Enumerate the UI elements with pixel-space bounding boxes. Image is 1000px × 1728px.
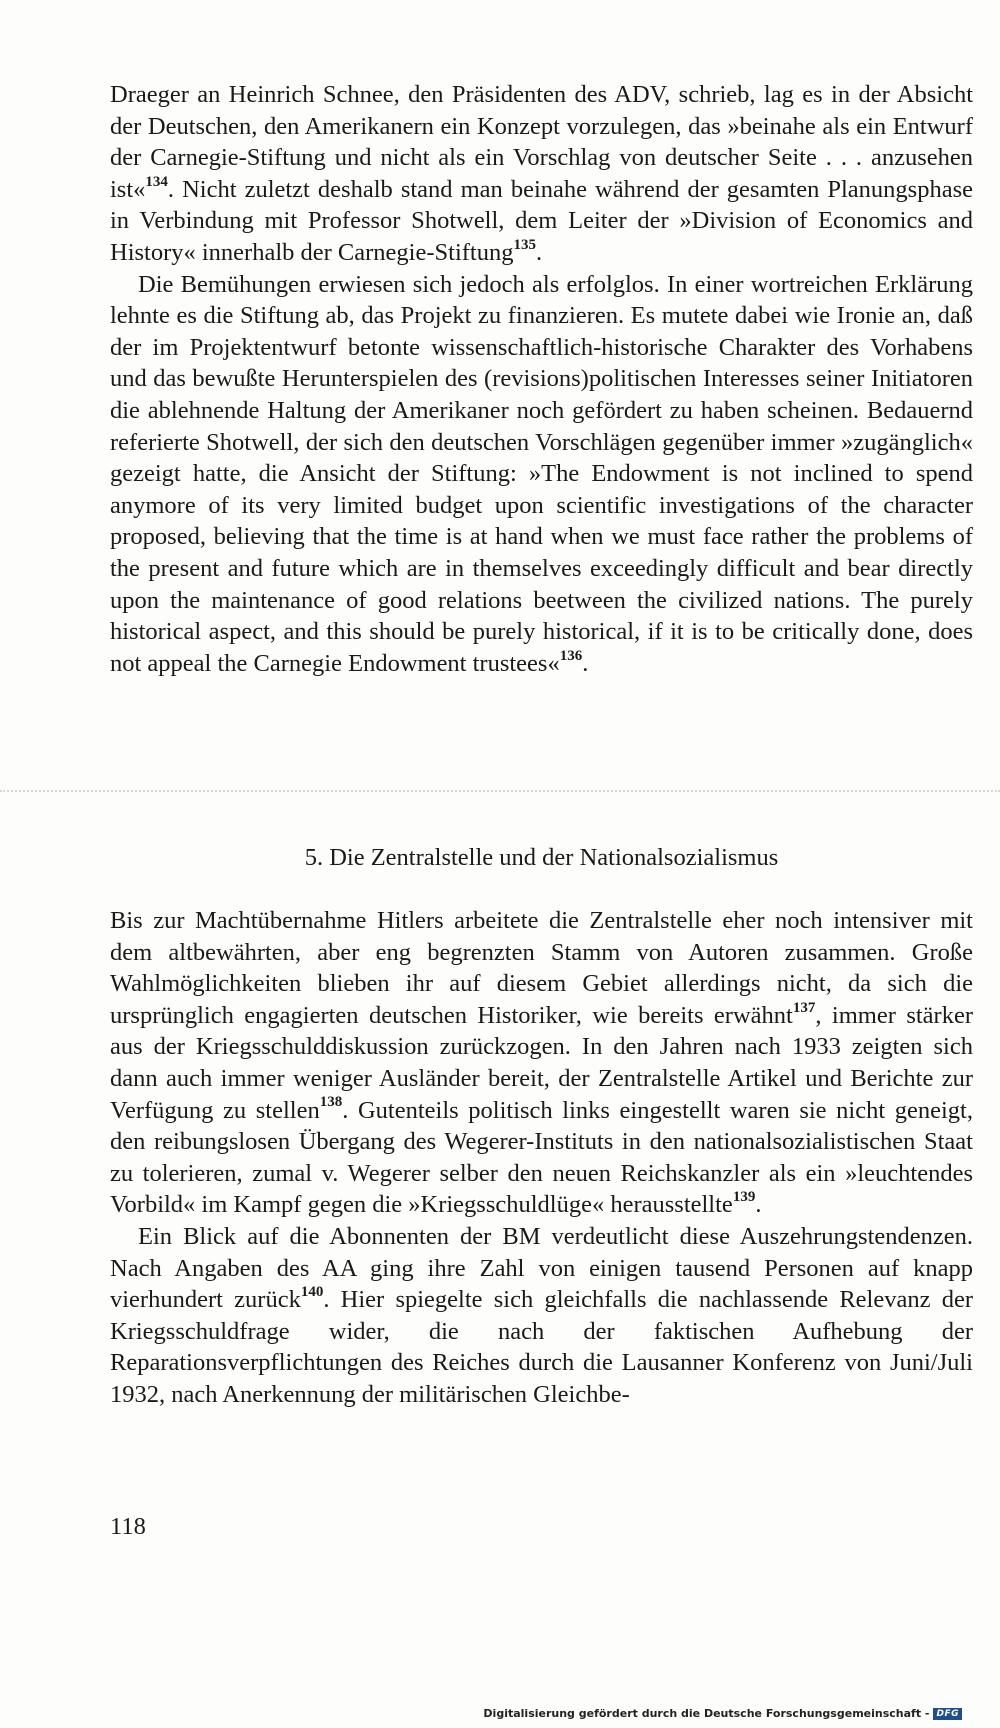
paragraph: Die Bemühungen erwiesen sich jedoch als erfolglos. In einer wortreichen Erklärung lehnte es die Stiftung ab, das Projekt zu finanzieren. Es mutete dabei wie Ironie an, daß der im Projektentwurf betonte wissenschaftlich-historische Charakter des Vorhabens und das bewußte Herunterspielen des (revisions)politischen Interesses seiner Initiatoren die ablehnende Haltung der Amerikaner noch gefördert zu haben scheinen. Bedauernd referierte Shotwell, der sich den deutschen Vorschlägen gegenüber immer »zugänglich« gezeigt hatte, die Ansicht der Stiftung: »The Endowment is not inclined to spend anymore of its very limited budget upon scientific investigations of the character proposed, believing that the time is at hand when we must face rather the problems of the present and future which are in themselves exceedingly difficult and bear directly upon the maintenance of good relations beetween the civilized nations. The purely historical aspect, and this should be purely historical, if it is to be critically done, does not appeal the Carnegie Endowment trustees«$^{136}$. [110,270,973,677]
footnote-marker: 139 [732,1189,756,1206]
footnote-marker: 137 [792,999,816,1016]
footnote-marker: 138 [319,1094,343,1111]
scan-artifact-dotted-line [0,790,1000,792]
page-number: 118 [110,1513,146,1540]
dfg-logo-icon: DFG [933,1708,962,1720]
footnote-marker: 134 [145,173,168,190]
section-1-text [110,79,973,679]
footnote-marker: 136 [559,647,583,664]
digitization-footer [483,1707,962,1720]
footer-text: Digitalisierung gefördert durch die Deutsche Forschungsgemeinschaft - [483,1707,930,1720]
paragraph: Draeger an Heinrich Schnee, den Präsidenten des ADV, schrieb, lag es in der Absicht der Deutschen, den Amerikanern ein Konzept vorzulegen, das »beinahe als ein Entwurf der Carnegie-Stiftung und nicht als ein Vorschlag von deutscher Seite . . . anzusehen ist«$^{134}$. Nicht zuletzt deshalb stand man beinahe während der gesamten Planungsphase in Verbindung mit Professor Shotwell, dem Leiter der »Division of Economics and History« innerhalb der Carnegie-Stiftung$^{135}$. [110,81,973,266]
section-2-text [110,905,973,1411]
footnote-marker: 135 [513,236,536,253]
paragraph: Bis zur Machtübernahme Hitlers arbeitete die Zentralstelle eher noch intensiver mit dem altbewährten, aber eng begrenzten Stamm von Autoren zusammen. Große Wahlmöglichkeiten blieben ihr auf diesem Gebiet allerdings nicht, da sich die ursprünglich engagierten deutschen Historiker, wie bereits erwähnt$^{137}$, immer stärker aus der Kriegsschulddiskussion zurückzogen. In den Jahren nach 1933 zeigten sich dann auch immer weniger Ausländer bereit, der Zentralstelle Artikel und Berichte zur Verfügung zu stellen$^{138}$. Gutenteils politisch links eingestellt waren sie nicht geneigt, den reibungslosen Übergang des Wegerer-Instituts in den nationalsozialistischen Staat zu tolerieren, zumal v. Wegerer selber den neuen Reichskanzler als ein »leuchtendes Vorbild« im Kampf gegen die »Kriegsschuldlüge« herausstellte$^{139}$. [110,907,973,1219]
section-heading: 5. Die Zentralstelle und der Nationalsozialismus [304,844,779,871]
paragraph: Ein Blick auf die Abonnenten der BM verdeutlicht diese Auszehrungstendenzen. Nach Angaben des AA ging ihre Zahl von einigen tausend Personen auf knapp vierhundert zurück$^{140}$. Hier spiegelte sich gleichfalls die nachlassende Relevanz der Kriegsschuldfrage wider, die nach der faktischen Aufhebung der Reparationsverpflichtungen des Reiches durch die Lausanner Konferenz von Juni/Juli 1932, nach Anerkennung der militärischen Gleichbe- [110,1222,973,1408]
footnote-marker: 140 [300,1283,324,1300]
